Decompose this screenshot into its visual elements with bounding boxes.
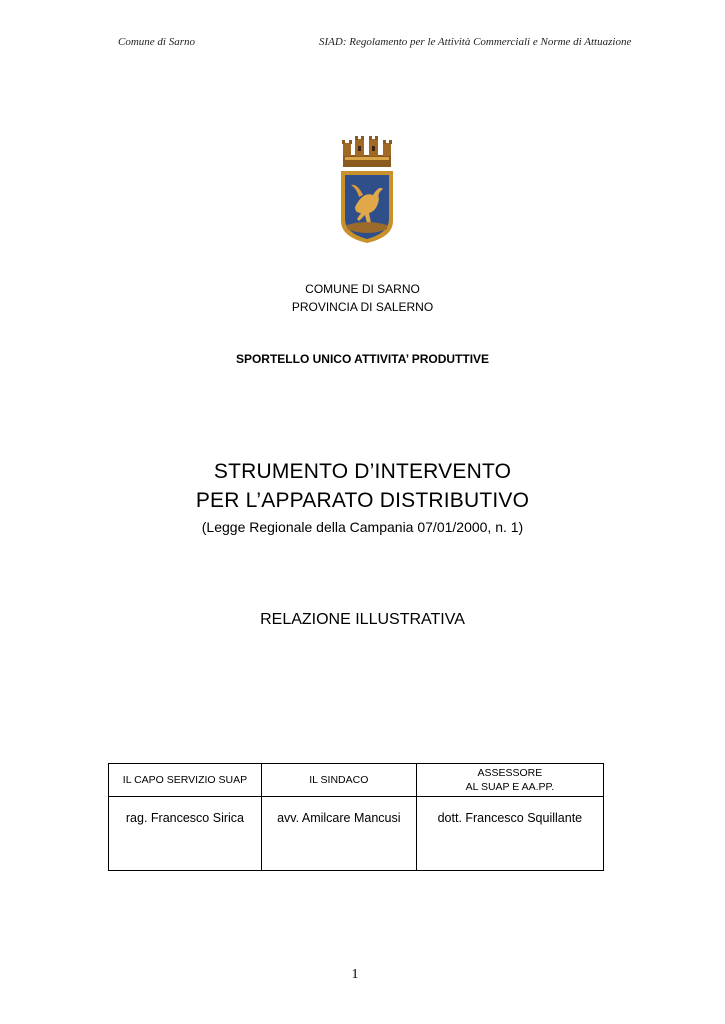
organization-province: PROVINCIA DI SALERNO bbox=[291, 300, 434, 314]
header-cell-suap: IL CAPO SERVIZIO SUAP bbox=[109, 764, 262, 797]
name-cell-suap: rag. Francesco Sirica bbox=[109, 797, 262, 871]
signature-table bbox=[108, 763, 604, 871]
shield-icon bbox=[341, 171, 393, 243]
crown-icon bbox=[342, 136, 392, 167]
document-title-line2: PER L’APPARATO DISTRIBUTIVO bbox=[195, 489, 530, 512]
office-name: SPORTELLO UNICO ATTIVITA’ PRODUTTIVE bbox=[235, 352, 490, 366]
law-reference: (Legge Regionale della Campania 07/01/2000, n. 1) bbox=[201, 519, 524, 535]
header-right: SIAD: Regolamento per le Attività Commerciali e Norme di Attuazione bbox=[319, 36, 632, 48]
header-left: Comune di Sarno bbox=[118, 36, 195, 48]
document-title-line1: STRUMENTO D’INTERVENTO bbox=[213, 460, 512, 483]
report-title: RELAZIONE ILLUSTRATIVA bbox=[260, 611, 465, 628]
signature-names-row bbox=[109, 797, 604, 871]
organization-name: COMUNE DI SARNO bbox=[305, 282, 420, 296]
header-cell-sindaco: IL SINDACO bbox=[261, 764, 416, 797]
coat-of-arms-icon bbox=[333, 133, 401, 247]
page-number: 1 bbox=[351, 967, 359, 982]
assessore-line1: ASSESSORE bbox=[477, 767, 543, 779]
name-cell-assessore: dott. Francesco Squillante bbox=[416, 797, 603, 871]
header-cell-assessore bbox=[416, 764, 603, 797]
assessore-line2: AL SUAP E AA.PP. bbox=[465, 781, 555, 793]
name-cell-sindaco: avv. Amilcare Mancusi bbox=[261, 797, 416, 871]
signature-header-row bbox=[109, 764, 604, 797]
